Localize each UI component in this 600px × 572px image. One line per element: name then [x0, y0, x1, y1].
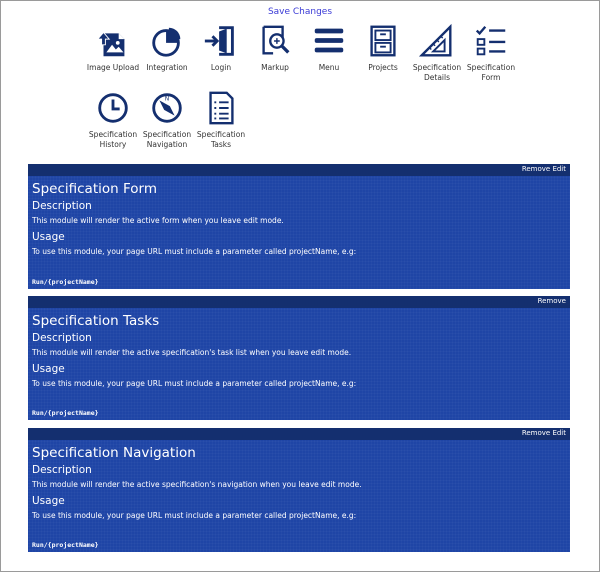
projects-icon	[364, 22, 402, 60]
palette-item-markup[interactable]	[248, 22, 302, 86]
login-icon	[202, 22, 240, 60]
palette-item-specification-details[interactable]	[410, 22, 464, 86]
palette-item-label: Integration	[146, 63, 188, 72]
usage-heading: Usage	[32, 363, 65, 375]
remove-edit-button[interactable]: Remove Edit	[521, 429, 566, 437]
palette-item-integration[interactable]	[140, 22, 194, 86]
palette-item-specification-form[interactable]	[464, 22, 518, 86]
specification-form-icon	[472, 22, 510, 60]
module-header-bar	[28, 164, 570, 176]
module-title: Specification Navigation	[32, 445, 196, 461]
description-text: This module will render the active specification's task list when you leave edit mode.	[32, 348, 352, 357]
usage-code: Run/{projectName}	[32, 541, 99, 549]
description-text: This module will render the active form when you leave edit mode.	[32, 216, 284, 225]
palette-item-label: Login	[210, 63, 232, 72]
description-heading: Description	[32, 464, 92, 476]
palette-item-label: Menu	[318, 63, 340, 72]
palette-item-specification-history[interactable]	[86, 89, 140, 153]
description-heading: Description	[32, 332, 92, 344]
palette-item-label: Markup	[261, 63, 289, 72]
markup-icon	[256, 22, 294, 60]
module-header-bar	[28, 296, 570, 308]
module-specification-navigation	[28, 428, 570, 552]
usage-code: Run/{projectName}	[32, 278, 99, 286]
usage-text: To use this module, your page URL must include a parameter called projectName, e.g:	[32, 511, 357, 520]
remove-edit-button[interactable]: Remove Edit	[521, 165, 566, 173]
module-title: Specification Form	[32, 181, 157, 197]
palette-item-label: Specification Form	[466, 63, 516, 82]
palette-item-specification-tasks[interactable]	[194, 89, 248, 153]
specification-tasks-icon	[202, 89, 240, 127]
remove-button[interactable]: Remove	[537, 297, 566, 305]
palette-item-label: Projects	[368, 63, 398, 72]
usage-heading: Usage	[32, 495, 65, 507]
palette-item-label: Specification Tasks	[196, 130, 246, 149]
palette-item-specification-navigation[interactable]	[140, 89, 194, 153]
module-specification-form	[28, 164, 570, 289]
palette-item-image-upload[interactable]	[86, 22, 140, 86]
usage-text: To use this module, your page URL must include a parameter called projectName, e.g:	[32, 247, 357, 256]
menu-icon	[310, 22, 348, 60]
integration-icon	[148, 22, 186, 60]
palette-item-label: Specification Navigation	[142, 130, 192, 149]
module-specification-tasks	[28, 296, 570, 420]
module-header-bar	[28, 428, 570, 440]
specification-navigation-icon	[148, 89, 186, 127]
module-title: Specification Tasks	[32, 313, 160, 329]
palette-item-login[interactable]	[194, 22, 248, 86]
usage-text: To use this module, your page URL must include a parameter called projectName, e.g:	[32, 379, 357, 388]
palette-item-label: Specification Details	[412, 63, 462, 82]
specification-history-icon	[94, 89, 132, 127]
usage-heading: Usage	[32, 231, 65, 243]
usage-code: Run/{projectName}	[32, 409, 99, 417]
palette-item-menu[interactable]	[302, 22, 356, 86]
specification-details-icon	[418, 22, 456, 60]
palette-item-label: Specification History	[88, 130, 138, 149]
save-changes-link[interactable]: Save Changes	[267, 7, 333, 17]
description-heading: Description	[32, 200, 92, 212]
palette-item-projects[interactable]	[356, 22, 410, 86]
image-upload-icon	[94, 22, 132, 60]
description-text: This module will render the active specification's navigation when you leave edit mode.	[32, 480, 362, 489]
palette-item-label: Image Upload	[86, 63, 140, 72]
svg-text:N: N	[164, 96, 170, 103]
